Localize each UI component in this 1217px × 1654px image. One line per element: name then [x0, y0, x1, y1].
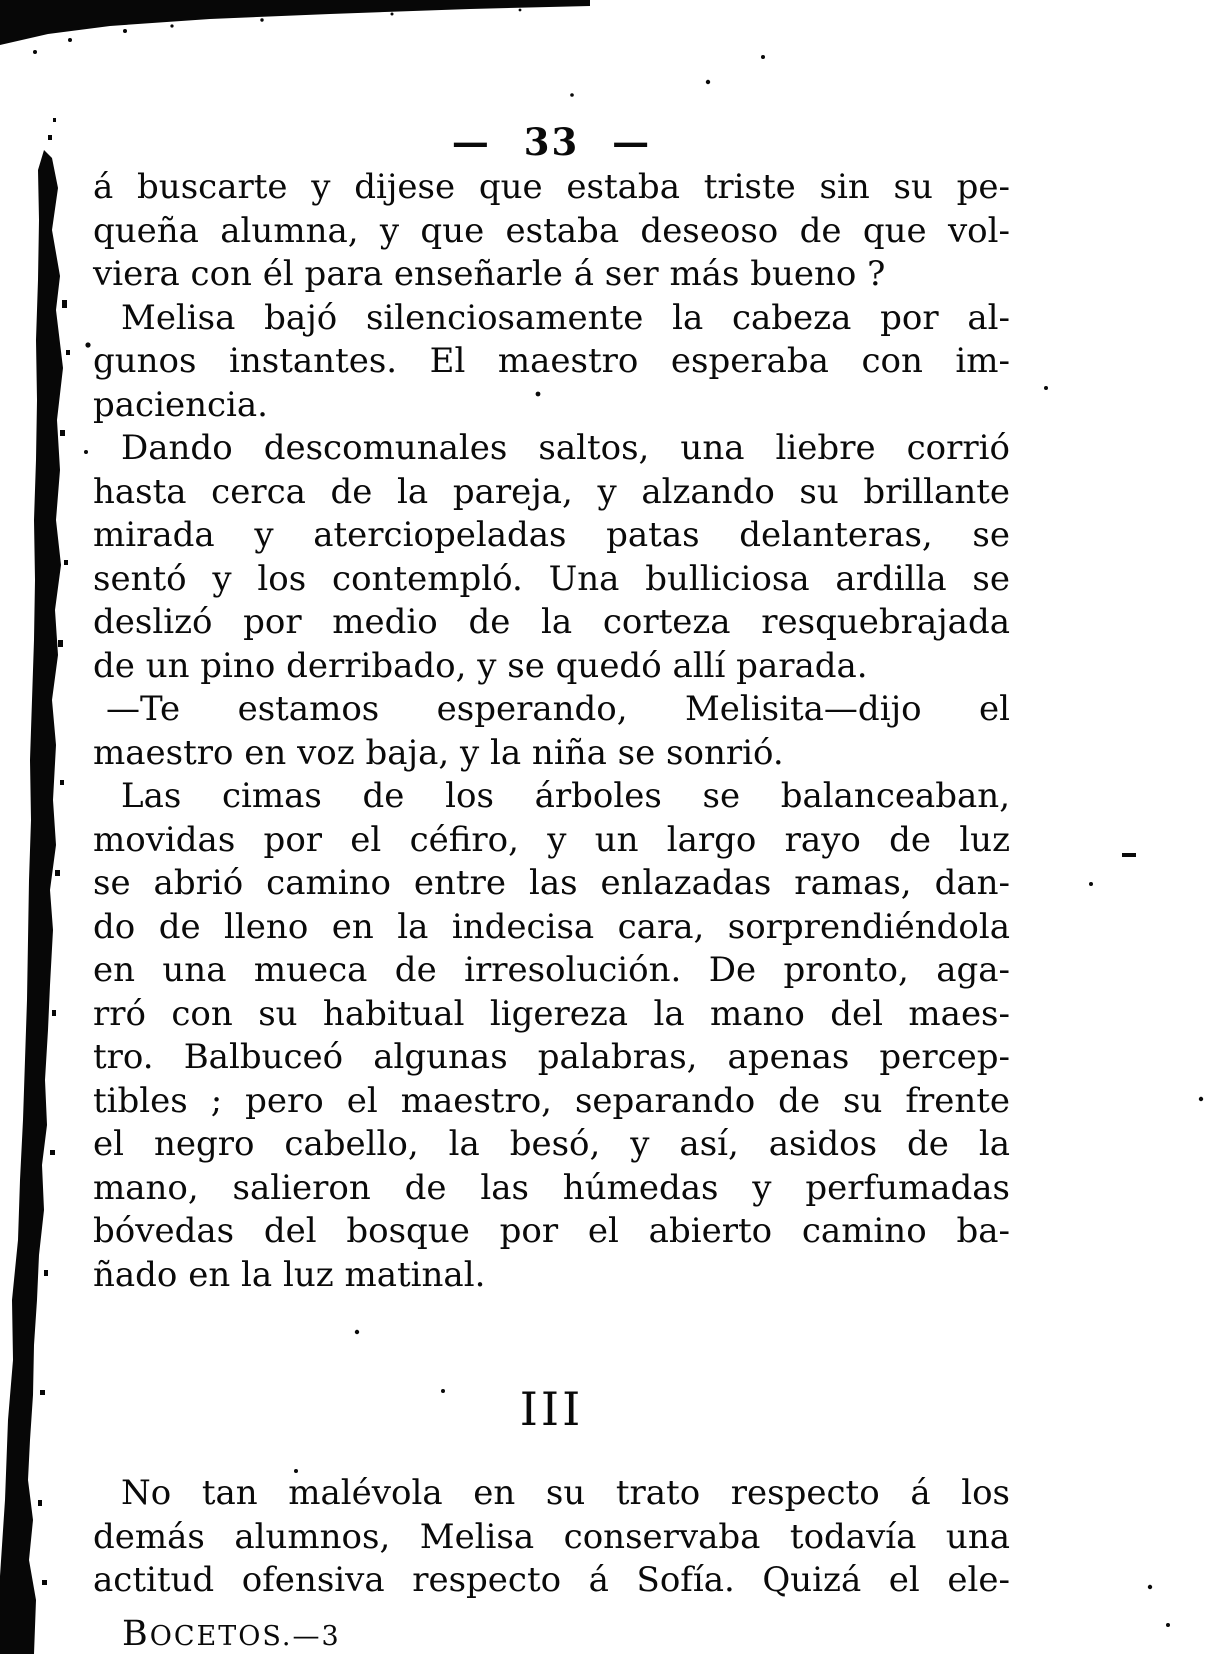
- text-line: gunos instantes. El maestro esperaba con im-: [93, 341, 1010, 381]
- text-line: hasta cerca de la pareja, y alzando su brillante: [93, 471, 1010, 512]
- text-line: maestro en voz baja, y la niña se sonrió.: [93, 732, 784, 773]
- text-line: Melisa bajó silenciosamente la cabeza por al-: [121, 297, 1010, 338]
- text-line: Las cimas de los árboles se balanceaban,: [121, 776, 1010, 816]
- text-line: —Te estamos esperando, Melisita—dijo el: [106, 689, 1010, 729]
- section-heading: III: [519, 1382, 584, 1436]
- text-line: No tan malévola en su trato respecto á los: [121, 1473, 1010, 1513]
- text-line: demás alumnos, Melisa conservaba todavía una: [93, 1516, 1010, 1557]
- text-line: deslizó por medio de la corteza resquebrajada: [93, 602, 1010, 642]
- text-line: do de lleno en la indecisa cara, sorprendiéndola: [93, 906, 1010, 947]
- text-line: de un pino derribado, y se quedó allí parada.: [93, 645, 868, 686]
- text-line: rró con su habitual ligereza la mano del maes-: [93, 993, 1010, 1034]
- text-line: Dando descomunales saltos, una liebre corrió: [121, 428, 1010, 468]
- text-line: viera con él para enseñarle á ser más bueno ?: [93, 254, 886, 294]
- binding-edge-artifact: [0, 118, 70, 1654]
- text-line: el negro cabello, la besó, y así, asidos de la: [93, 1124, 1010, 1164]
- signature-mark: BOCETOS.—3: [122, 1614, 341, 1654]
- text-line: paciencia.: [93, 384, 268, 425]
- text-line: mirada y aterciopeladas patas delanteras, se: [93, 515, 1010, 555]
- text-line: bóvedas del bosque por el abierto camino ba-: [93, 1211, 1010, 1251]
- text-line: tro. Balbuceó algunas palabras, apenas percep-: [93, 1037, 1010, 1077]
- text-line: ñado en la luz matinal.: [93, 1254, 486, 1295]
- top-edge-artifact: [0, 0, 590, 54]
- text-line: á buscarte y dijese que estaba triste sin su pe-: [93, 167, 1010, 207]
- text-line: movidas por el céfiro, y un largo rayo de luz: [93, 819, 1010, 860]
- text-line: actitud ofensiva respecto á Sofía. Quizá el ele-: [93, 1560, 1010, 1600]
- body-text-block: [93, 166, 1010, 1297]
- text-line: se abrió camino entre las enlazadas ramas, dan-: [93, 863, 1010, 903]
- text-line: mano, salieron de las húmedas y perfumadas: [93, 1167, 1010, 1208]
- text-line: queña alumna, y que estaba deseoso de que vol-: [93, 210, 1010, 251]
- text-line: tibles ; pero el maestro, separando de su frente: [93, 1080, 1010, 1121]
- text-line: en una mueca de irresolución. De pronto, aga-: [93, 950, 1010, 990]
- text-line: sentó y los contempló. Una bulliciosa ardilla se: [93, 558, 1010, 599]
- page-number: — 33 —: [451, 120, 652, 164]
- section-text-block: [93, 1472, 1010, 1603]
